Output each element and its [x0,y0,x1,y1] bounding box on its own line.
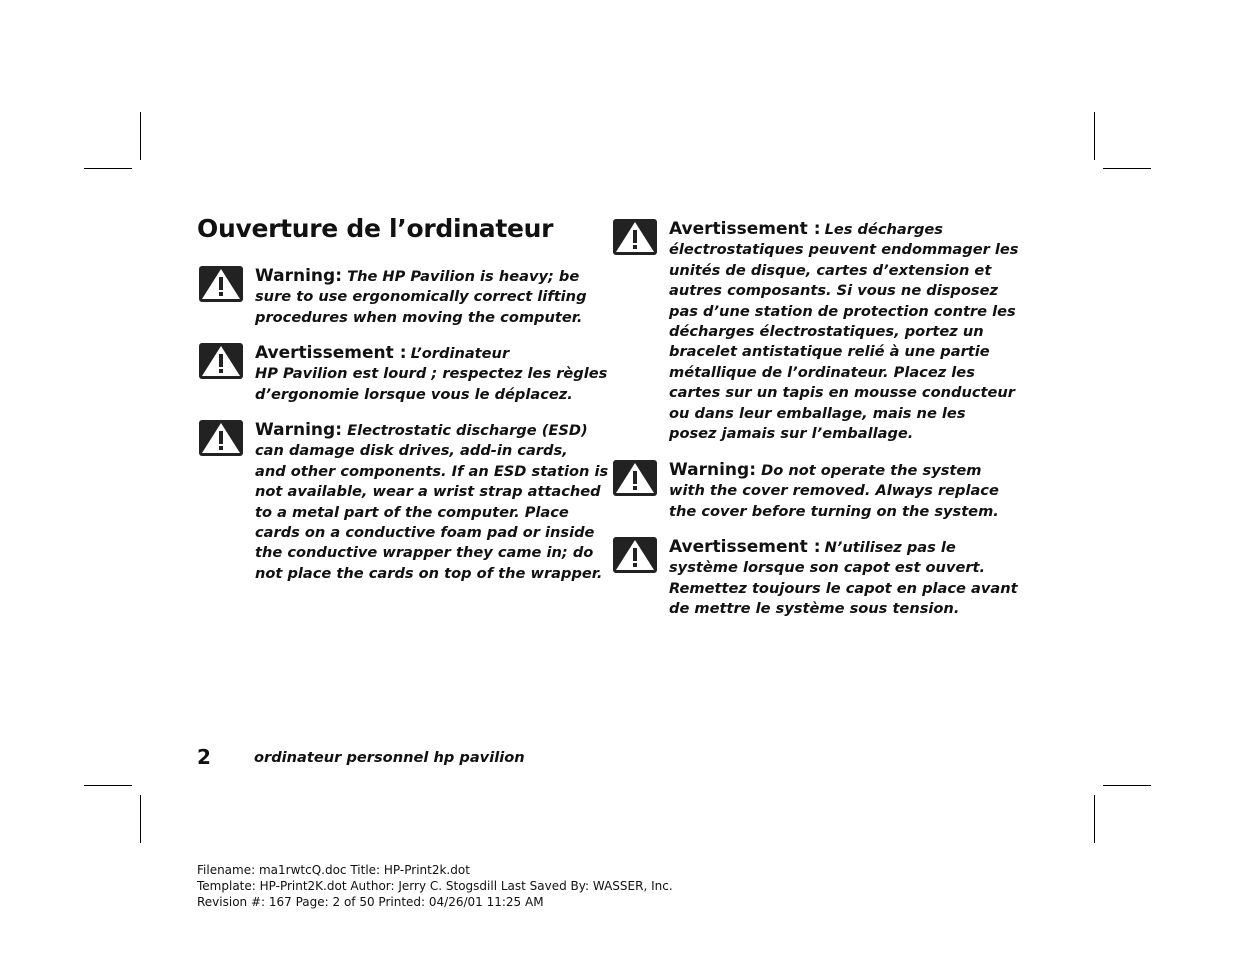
note-line: the cover before turning on the system. [669,502,999,520]
crop-mark [1103,785,1151,786]
note-line: HP Pavilion est lourd ; respectez les règles [255,365,608,383]
note-line: posez jamais sur l’emballage. [669,425,914,443]
running-footer: ordinateur personnel hp pavilion [254,749,525,766]
note-line: d’ergonomie lorsque vous le déplacez. [255,385,573,403]
note-line: ou dans leur emballage, mais ne les [669,404,966,422]
note-line: with the cover removed. Always replace [669,482,999,500]
warning-icon [199,343,243,379]
note-line: Remettez toujours le capot en place avant [669,579,1018,597]
note-text [255,420,608,584]
note-line: métallique de l’ordinateur. Placez les [669,363,975,381]
note-label: Avertissement : [669,537,821,557]
note-line: not place the cards on top of the wrapper. [255,564,603,582]
crop-mark [1103,168,1151,169]
note-line: can damage disk drives, add-in cards, [255,442,568,460]
note-text [669,537,1018,620]
note-label: Warning: [255,420,343,440]
crop-mark [1094,795,1095,843]
note-label: Avertissement : [255,343,407,363]
warning-icon [199,266,243,302]
note-line: Do not operate the system [761,462,982,479]
note-line: procedures when moving the computer. [255,308,583,326]
crop-mark [84,168,132,169]
file-info-line: Filename: ma1rwtcQ.doc Title: HP-Print2k.dot [197,863,470,877]
note-label: Avertissement : [669,219,821,239]
page-number: 2 [197,745,211,769]
note-line: pas d’une station de protection contre les [669,302,1016,320]
file-info [197,862,673,910]
warning-icon [199,420,243,456]
note-label: Warning: [669,460,757,480]
note-line: décharges électrostatiques, portez un [669,323,984,341]
note-line: L’ordinateur [410,345,510,362]
note-line: The HP Pavilion is heavy; be [347,268,580,285]
note-line: the conductive wrapper they came in; do [255,544,594,562]
note-text [255,266,587,328]
note-line: autres composants. Si vous ne disposez [669,282,998,300]
note-line: de mettre le système sous tension. [669,600,960,618]
warning-icon [613,219,657,255]
note-line: sure to use ergonomically correct lifting [255,288,587,306]
warning-icon [613,460,657,496]
note-line: cards on a conductive foam pad or inside [255,524,595,542]
note-line: and other components. If an ESD station is [255,462,609,480]
note-line: to a metal part of the computer. Place [255,503,569,521]
note-line: système lorsque son capot est ouvert. [669,559,986,577]
note-line: N’utilisez pas le [824,539,956,556]
note-line: cartes sur un tapis en mousse conducteur [669,384,1015,402]
note-text [669,219,1018,444]
note-label: Warning: [255,266,343,286]
crop-mark [140,112,141,160]
note-line: not available, wear a wrist strap attached [255,483,601,501]
file-info-line: Template: HP-Print2K.dot Author: Jerry C. Stogsdill Last Saved By: WASSER, Inc. [197,879,673,893]
note-line: Electrostatic discharge (ESD) [347,422,588,439]
note-line: Les décharges [824,221,943,238]
note-line: électrostatiques peuvent endommager les [669,241,1019,259]
note-text [255,343,607,405]
note-line: unités de disque, cartes d’extension et [669,261,992,279]
file-info-line: Revision #: 167 Page: 2 of 50 Printed: 04/26/01 11:25 AM [197,895,544,909]
warning-icon [613,537,657,573]
crop-mark [140,795,141,843]
crop-mark [84,785,132,786]
note-line: bracelet antistatique relié à une partie [669,343,990,361]
crop-mark [1094,112,1095,160]
page-title: Ouverture de l’ordinateur [197,214,554,243]
note-text [669,460,999,522]
